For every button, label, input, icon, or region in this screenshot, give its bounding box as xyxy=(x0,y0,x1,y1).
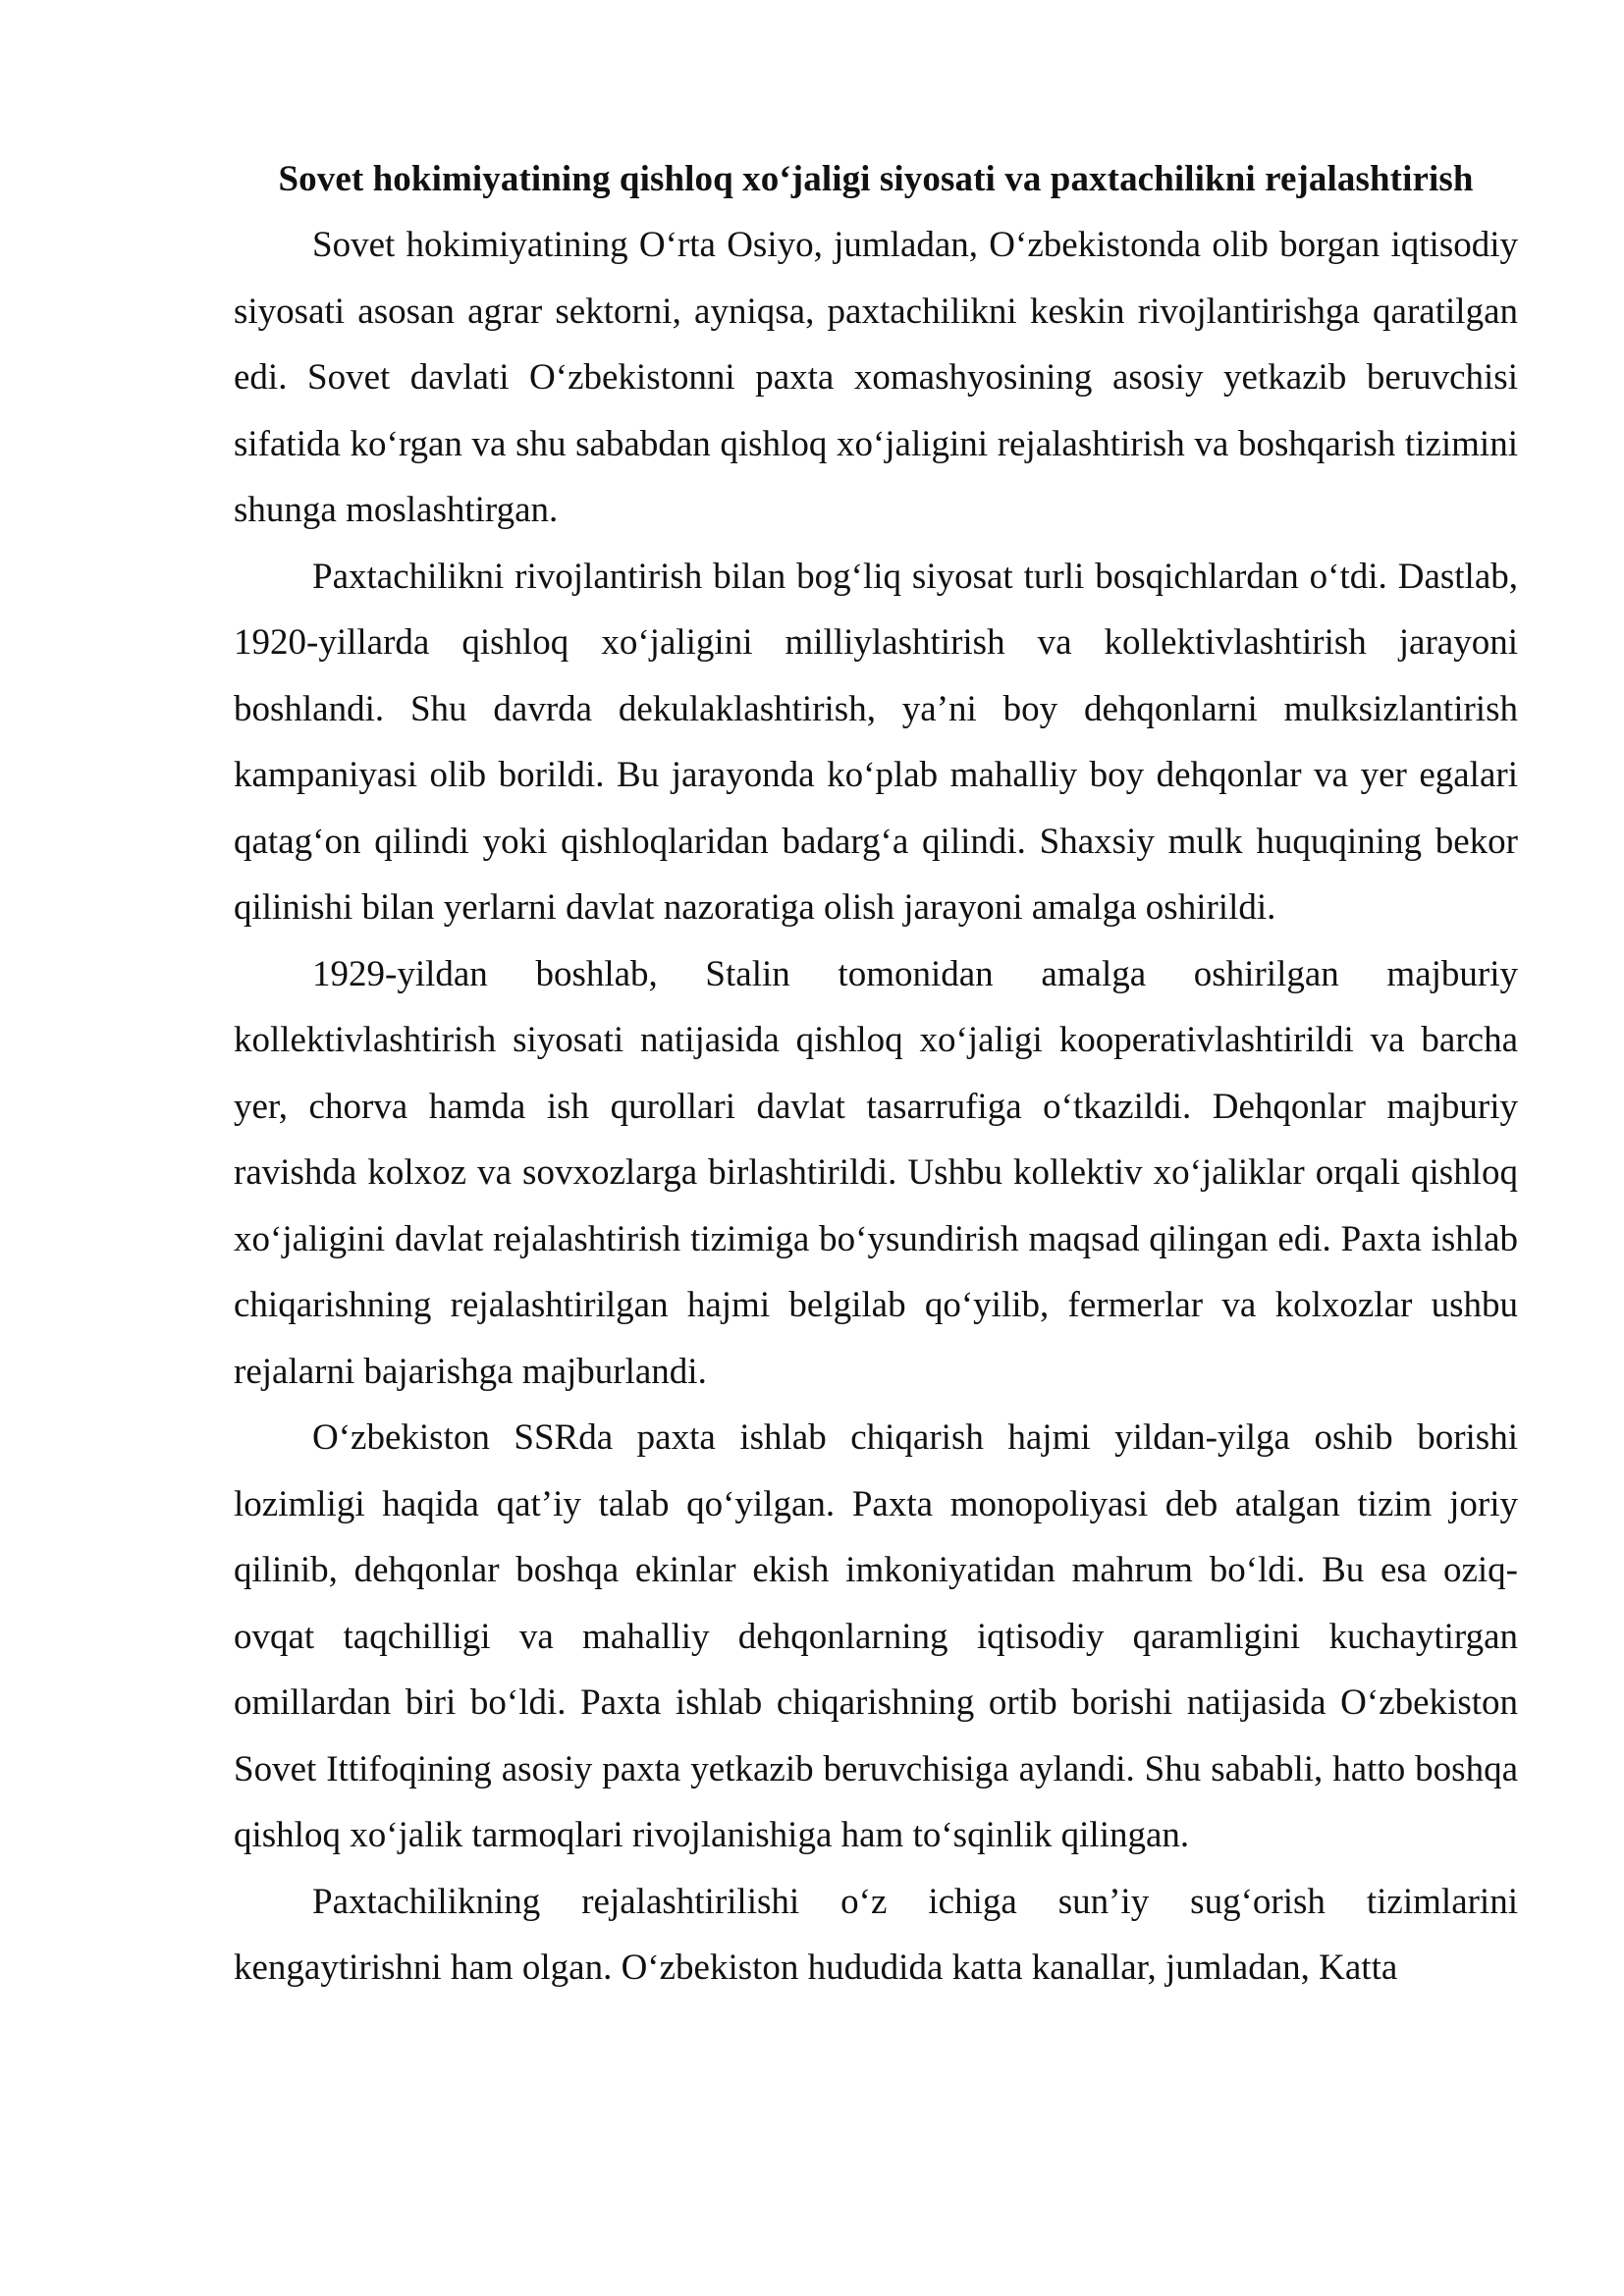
document-body xyxy=(234,147,1518,2002)
document-title: Sovet hokimiyatining qishloq xo‘jaligi siyosati va paxtachilikni rejalashtirish xyxy=(278,159,1474,199)
paragraph-3: 1929-yildan boshlab, Stalin tomonidan amalga oshirilgan majburiy kollektivlashtirish siyosati natijasida qishloq xo‘jaligi kooperativlashtirildi va barcha yer, chorva hamda ish qurollari davlat tasarrufiga o‘tkazildi. Dehqonlar majburiy ravishda kolxoz va sovxozlarga birlashtirildi. Ushbu kollektiv xo‘jaliklar orqali qishloq xo‘jaligini davlat rejalashtirish tizimiga bo‘ysundirish maqsad qilingan edi. Paxta ishlab chiqarishning rejalashtirilgan hajmi belgilab qo‘yilib, fermerlar va kolxozlar ushbu rejalarni bajarishga majburlandi. xyxy=(234,953,1518,1392)
paragraph-1: Sovet hokimiyatining O‘rta Osiyo, jumladan, O‘zbekistonda olib borgan iqtisodiy siyosati asosan agrar sektorni, ayniqsa, paxtachilikni keskin rivojlantirishga qaratilgan edi. Sovet davlati O‘zbekistonni paxta xomashyosining asosiy yetkazib beruvchisi sifatida ko‘rgan va shu sababdan qishloq xo‘jaligini rejalashtirish va boshqarish tizimini shunga moslashtirgan. xyxy=(234,225,1518,530)
paragraph-2: Paxtachilikni rivojlantirish bilan bog‘liq siyosat turli bosqichlardan o‘tdi. Dastlab, 1920-yillarda qishloq xo‘jaligini milliylashtirish va kollektivlashtirish jarayoni boshlandi. Shu davrda dekulaklashtirish, ya’ni boy dehqonlarni mulksizlantirish kampaniyasi olib borildi. Bu jarayonda ko‘plab mahalliy boy dehqonlar va yer egalari qatag‘on qilindi yoki qishloqlaridan badarg‘a qilindi. Shaxsiy mulk huquqining bekor qilinishi bilan yerlarni davlat nazoratiga olish jarayoni amalga oshirildi. xyxy=(234,556,1518,928)
paragraph-5: Paxtachilikning rejalashtirilishi o‘z ichiga sun’iy sug‘orish tizimlarini kengaytirishni ham olgan. O‘zbekiston hududida katta kanallar, jumladan, Katta xyxy=(234,1881,1518,1988)
paragraph-4: O‘zbekiston SSRda paxta ishlab chiqarish hajmi yildan-yilga oshib borishi lozimligi haqida qat’iy talab qo‘yilgan. Paxta monopoliyasi deb atalgan tizim joriy qilinib, dehqonlar boshqa ekinlar ekish imkoniyatidan mahrum bo‘ldi. Bu esa oziq-ovqat taqchilligi va mahalliy dehqonlarning iqtisodiy qaramligini kuchaytirgan omillardan biri bo‘ldi. Paxta ishlab chiqarishning ortib borishi natijasida O‘zbekiston Sovet Ittifoqining asosiy paxta yetkazib beruvchisiga aylandi. Shu sababli, hatto boshqa qishloq xo‘jalik tarmoqlari rivojlanishiga ham to‘sqinlik qilingan. xyxy=(234,1417,1518,1855)
